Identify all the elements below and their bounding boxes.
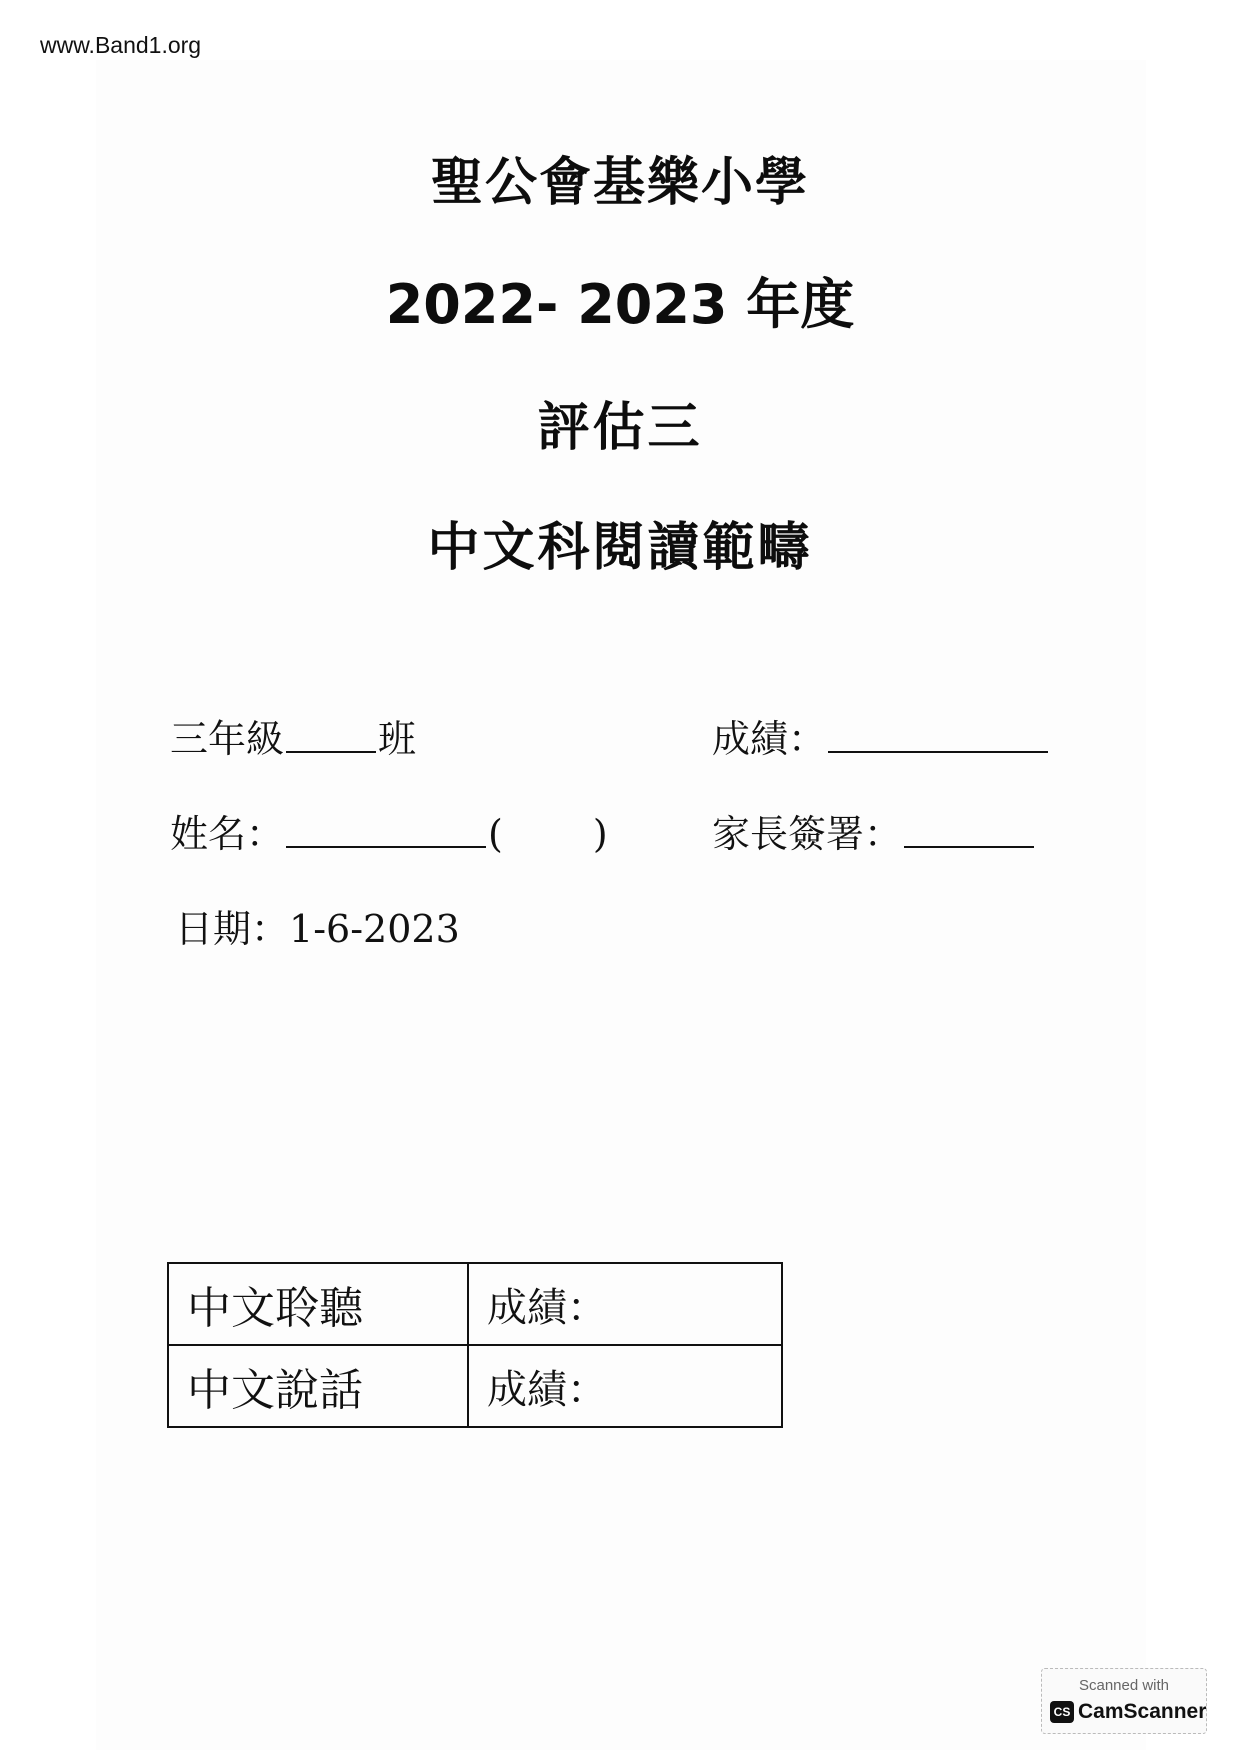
listening-subject: 中文聆聽 (168, 1263, 468, 1345)
name-blank[interactable] (286, 845, 486, 848)
speaking-score[interactable]: 成績： (468, 1345, 782, 1427)
camscanner-logo-icon: CS (1050, 1701, 1074, 1723)
parent-sign-blank[interactable] (904, 845, 1034, 848)
paren-close: ) (592, 812, 608, 856)
table-row (168, 1345, 782, 1427)
paren-open: ( (488, 812, 503, 856)
scanned-caption: Scanned with (1078, 1677, 1170, 1694)
score-table (167, 1262, 783, 1428)
subject-title: 中文科閱讀範疇 (427, 518, 813, 578)
name-field (170, 803, 608, 858)
listening-score[interactable]: 成績： (468, 1263, 782, 1345)
camscanner-brand: CamScanner (1078, 1700, 1207, 1723)
school-name: 聖公會基樂小學 (430, 153, 809, 213)
parent-sign-field (712, 803, 1036, 858)
speaking-subject: 中文說話 (168, 1345, 468, 1427)
parent-sign-label: 家長簽署： (712, 812, 903, 856)
score-label: 成績： (712, 717, 827, 761)
name-label: 姓名： (170, 812, 285, 856)
table-row (168, 1263, 782, 1345)
academic-year: 2022- 2023 年度 (385, 273, 855, 336)
class-blank[interactable] (286, 750, 376, 753)
date-label: 日期： (175, 907, 290, 951)
grade-label: 三年級 (170, 717, 285, 761)
score-field (712, 708, 1050, 763)
assessment-title: 評估三 (537, 398, 703, 458)
score-blank[interactable] (828, 750, 1048, 753)
date-field (175, 898, 460, 953)
camscanner-badge (1041, 1668, 1207, 1734)
date-value: 1-6-2023 (289, 907, 460, 951)
class-suffix: 班 (378, 717, 417, 761)
site-watermark: www.Band1.org (40, 32, 202, 58)
grade-class-field (170, 708, 416, 763)
